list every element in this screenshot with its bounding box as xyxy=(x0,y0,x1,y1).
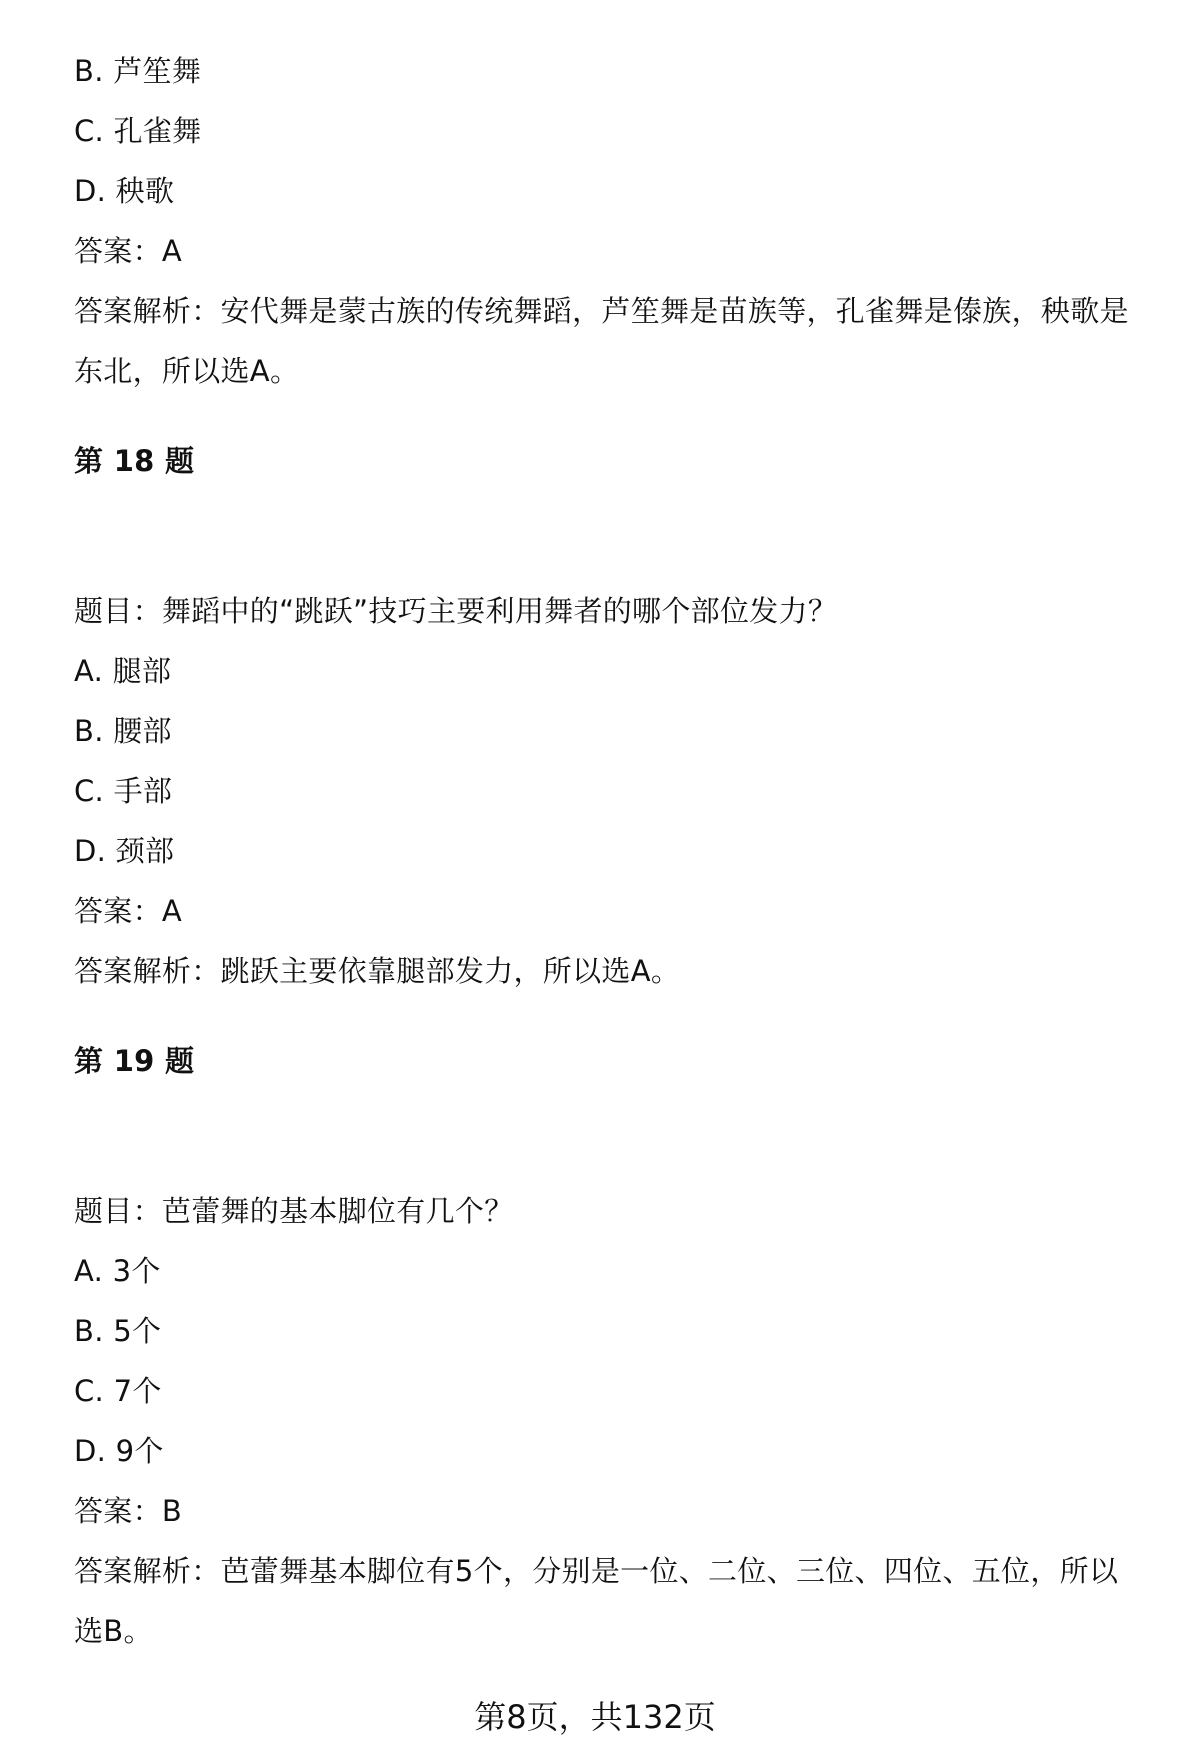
q18-explanation: 答案解析：跳跃主要依靠腿部发力，所以选A。 xyxy=(74,954,681,988)
q18-heading: 第 18 题 xyxy=(74,444,195,478)
q19-option-a: A. 3个 xyxy=(74,1254,161,1288)
q18-option-c: C. 手部 xyxy=(74,774,173,808)
q17-answer: 答案：A xyxy=(74,234,183,268)
q18-option-a: A. 腿部 xyxy=(74,654,172,688)
q17-option-c: C. 孔雀舞 xyxy=(74,114,202,148)
q19-explanation-line-1: 答案解析：芭蕾舞基本脚位有5个，分别是一位、二位、三位、四位、五位，所以 xyxy=(74,1554,1119,1588)
q19-explanation-line-2: 选B。 xyxy=(74,1614,153,1648)
page-indicator: 第8页，共132页 xyxy=(474,1698,716,1736)
q19-answer: 答案：B xyxy=(74,1494,183,1528)
q17-option-b: B. 芦笙舞 xyxy=(74,54,202,88)
q18-option-b: B. 腰部 xyxy=(74,714,172,748)
q19-option-c: C. 7个 xyxy=(74,1374,162,1408)
q19-option-d: D. 9个 xyxy=(74,1434,164,1468)
q17-explanation-line-1: 答案解析：安代舞是蒙古族的传统舞蹈，芦笙舞是苗族等，孔雀舞是傣族，秧歌是 xyxy=(74,294,1129,328)
q18-answer: 答案：A xyxy=(74,894,183,928)
q19-option-b: B. 5个 xyxy=(74,1314,162,1348)
q18-option-d: D. 颈部 xyxy=(74,834,175,868)
q18-question: 题目：舞蹈中的“跳跃”技巧主要利用舞者的哪个部位发力？ xyxy=(74,594,838,628)
q17-explanation-line-2: 东北，所以选A。 xyxy=(74,354,300,388)
q19-heading: 第 19 题 xyxy=(74,1044,195,1078)
q19-question: 题目：芭蕾舞的基本脚位有几个？ xyxy=(74,1194,514,1228)
q17-option-d: D. 秧歌 xyxy=(74,174,175,208)
